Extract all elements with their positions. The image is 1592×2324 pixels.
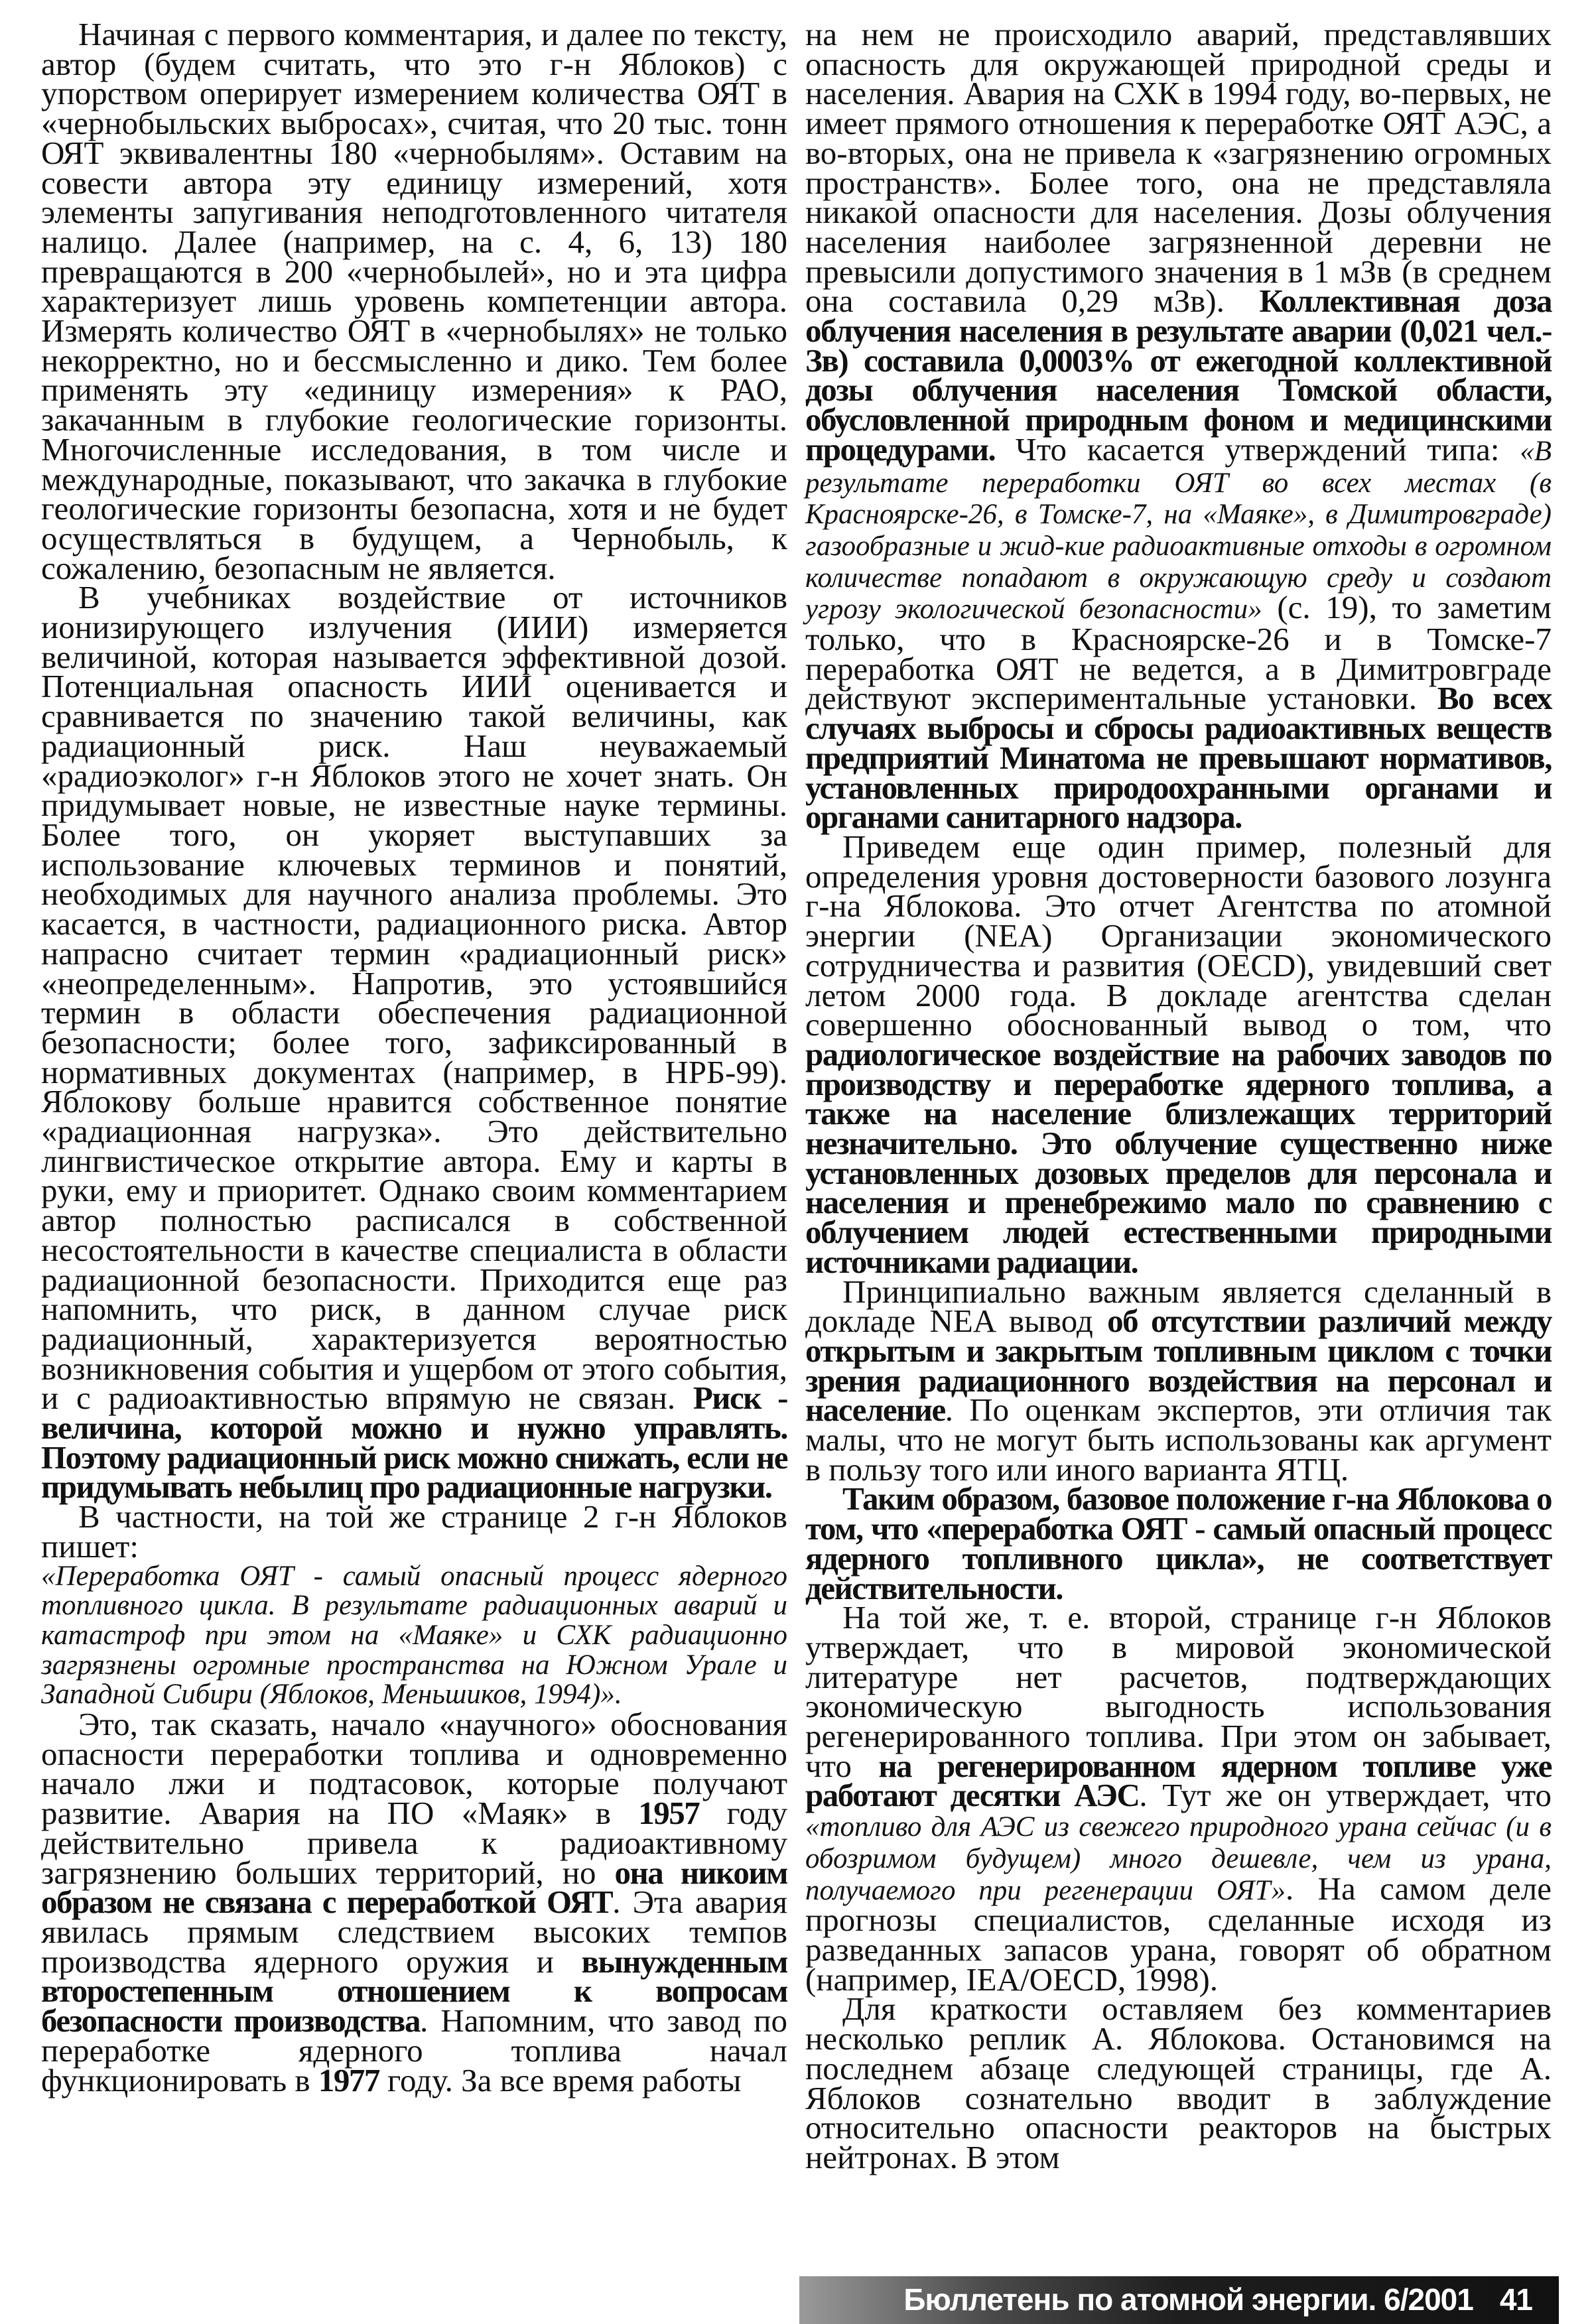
- italic-quote-text: «В результате переработки ОЯТ во всех местах (в Красноярске-26, в Томске-7, на «Маяке», в Димитровграде) газообразные и жид-кие радиоактивные отходы в огромном количестве попадают в окружающую среду и создают угрозу экологической безопасности»: [805, 435, 1552, 625]
- footer-text: [903, 2282, 1532, 2317]
- paragraph: [805, 1480, 1552, 1606]
- body-text: . Напомним, что завод по переработке ядерного топлива начал функционировать в: [41, 2002, 787, 2098]
- body-text: Приведем еще один пример, полезный для определения уровня достоверности базового лозунга г-на Яблокова. Это отчет Агентства по атомной энергии (NEA) Организации экономического сотрудничества и развития (OECD), увидевший свет летом 2000 года. В докладе агентства сделан совершенно обоснованный вывод о том, что: [805, 828, 1552, 1043]
- paragraph: [805, 828, 1552, 1280]
- paragraph: [41, 16, 787, 586]
- paragraph: [805, 1599, 1552, 1998]
- body-text: Принципиально важным является сделанный в докладе NEA вывод: [805, 1273, 1552, 1340]
- italic-quote-text: «Переработка ОЯТ - самый опасный процесс ядерного топливного цикла. В результате радиационных аварий и катастроф при этом на «Маяке» и СХК радиационно загрязнены огромные пространства на Южном Урале и Западной Сибири (Яблоков, Меньшиков, 1994)».: [41, 1560, 787, 1711]
- paragraph: [805, 1273, 1552, 1488]
- body-text: В учебниках воздействие от источников ионизирующего излучения (ИИИ) измеряется величиной, которая называется эффективной дозой. Потенциальная опасность ИИИ оценивается и сравнивается по значению такой величины, как радиационный риск. Наш неуважаемый «радиоэколог» г-н Яблоков этого не хочет знать. Он придумывает новые, не известные науке термины. Более того, он укоряет выступавших за использование ключевых терминов и понятий, необходимых для научного анализа проблемы. Это касается, в частности, радиационного риска. Автор напрасно считает термин «радиационный риск» «неопределенным». Напротив, это устоявшийся термин в области обеспечения радиационной безопасности; более того, зафиксированный в нормативных документах (например, в НРБ-99). Яблокову больше нравится собственное понятие «радиационная нагрузка». Это действительно лингвистическое открытие автора. Ему и карты в руки, ему и приоритет. Однако своим комментарием автор полностью расписался в собственной несостоятельности в качестве специалиста в области радиационной безопасности. Приходится еще раз напомнить, что риск, в данном случае риск радиационный, характеризуется вероятностью возникновения события и ущербом от этого события, и с радиоактивностью впрямую не связан.: [41, 579, 787, 1417]
- paragraph: [41, 579, 787, 1506]
- page-number: 41: [1499, 2282, 1532, 2317]
- body-text: году действительно привела к радиоактивному загрязнению больших территорий, но: [41, 1795, 787, 1891]
- journal-title: Бюллетень по атомной энергии. 6/2001: [903, 2282, 1473, 2317]
- paragraph: [41, 1706, 787, 2098]
- right-column: [805, 16, 1552, 2175]
- body-text: Начиная с первого комментария, и далее по тексту, автор (будем считать, что это г-н Яблоков) с упорством оперирует измерением количества ОЯТ в «чернобыльских выбросах», считая, что 20 тыс. тонн ОЯТ эквивалентны 180 «чернобылям». Оставим на совести автора эту единицу измерений, хотя элементы запугивания неподготовленного читателя налицо. Далее (например, на с. 4, 6, 13) 180 превращаются в 200 «чернобылей», но и эта цифра характеризует лишь уровень компетенции автора. Измерять количество ОЯТ в «чернобылях» не только некорректно, но и бессмысленно и дико. Тем более применять эту «единицу измерения» к РАО, закачанным в глубокие геологические горизонты. Многочисленные исследования, в том числе и международные, показывают, что закачка в глубокие геологические горизонты безопасна, хотя и не будет осуществляться в будущем, а Чернобыль, к сожалению, безопасным не является.: [41, 16, 787, 586]
- bold-text: 1977: [318, 2061, 379, 2098]
- body-text: . Тут же он утверждает, что: [1139, 1777, 1552, 1814]
- italic-quote-text: «топливо для АЭС из свежего природного урана сейчас (и в обозримом будущем) много дешевле, чем из урана, получаемого при регенерации ОЯТ»: [805, 1811, 1552, 1906]
- body-text: В частности, на той же странице 2 г-н Яблоков пишет:: [41, 1498, 787, 1565]
- body-text: На той же, т. е. второй, странице г-н Яблоков утверждает, что в мировой экономической литературе нет расчетов, подтверждающих экономическую выгодность использования регенерированного топлива. При этом он забывает, что: [805, 1599, 1552, 1784]
- paragraph: [805, 16, 1552, 836]
- bold-text: вынужденным второстепенным отношением к вопросам безопасности производства: [41, 1943, 787, 2039]
- bold-text: Коллективная доза облучения населения в результате аварии (0,021 чел.-Зв) составила 0,0003% от ежегодной коллективной дозы облучения населения Томской области, обусловленной природным фоном и медицинскими процедурами.: [805, 283, 1552, 468]
- body-text: Это, так сказать, начало «научного» обоснования опасности переработки топлива и одновременно начало лжи и подтасовок, которые получают развитие. Авария на ПО «Маяк» в: [41, 1706, 787, 1832]
- bold-text: об отсутствии различий между открытым и закрытым топливным циклом с точки зрения радиационного воздействия на персонал и население: [805, 1303, 1552, 1429]
- left-column: [41, 16, 787, 2098]
- bold-text: радиологическое воздействие на рабочих заводов по производству и переработке ядерного топлива, а также на население близлежащих территорий незначительно. Это облучение существенно ниже установленных дозовых пределов для персонала и населения и пренебрежимо мало по сравнению с облучением людей естественными природными источниками радиации.: [805, 1035, 1552, 1280]
- body-text: Что касается утверждений типа:: [995, 430, 1520, 468]
- body-text: году. За все время работы: [379, 2061, 742, 2098]
- page-footer: [799, 2276, 1559, 2324]
- bold-text: 1957: [638, 1795, 700, 1832]
- bold-text: Таким образом, базовое положение г-на Яблокова о том, что «переработка ОЯТ - самый опасный процесс ядерного топливного цикла», не соответствует действительности.: [805, 1480, 1552, 1606]
- body-text: (с. 19), то заметим только, что в Красноярске-26 и в Томске-7 переработка ОЯТ не ведется, а в Димитровграде действуют экспериментальные установки.: [805, 589, 1552, 717]
- bold-text: Во всех случаях выбросы и сбросы радиоактивных веществ предприятий Минатома не превышают нормативов, установленных природоохранными органами и органами санитарного надзора.: [805, 680, 1552, 836]
- body-text: . На самом деле прогнозы специалистов, сделанные исходя из разведанных запасов урана, говорят об обратном (например, IEA/OECD, 1998).: [805, 1870, 1552, 1998]
- bold-text: Риск - величина, которой можно и нужно управлять. Поэтому радиационный риск можно снижать, если не придумывать небылиц про радиационные нагрузки.: [41, 1380, 787, 1506]
- body-text: Для краткости оставляем без комментариев несколько реплик А. Яблокова. Остановимся на последнем абзаце следующей страницы, где А. Яблоков сознательно вводит в заблуждение относительно опасности реакторов на быстрых нейтронах. В этом: [805, 1990, 1552, 2175]
- bold-text: она никоим образом не связана с переработкой ОЯТ: [41, 1854, 787, 1921]
- quotation: [41, 1562, 787, 1711]
- body-text: . Эта авария явилась прямым следствием высоких темпов производства ядерного оружия и: [41, 1884, 787, 1980]
- paragraph: [805, 1990, 1552, 2175]
- body-text: . По оценкам экспертов, эти отличия так малы, что не могут быть использованы как аргумент в пользу того или иного варианта ЯТЦ.: [805, 1391, 1552, 1488]
- body-text: на нем не происходило аварий, представлявших опасность для окружающей природной среды и населения. Авария на СХК в 1994 году, во-первых, не имеет прямого отношения к переработке ОЯТ АЭС, а во-вторых, она не привела к «загрязнению огромных пространств». Более того, она не представляла никакой опасности для населения. Дозы облучения населения наиболее загрязненной деревни не превысили допустимого значения в 1 мЗв (в среднем она составила 0,29 мЗв).: [805, 16, 1552, 320]
- paragraph: [41, 1498, 787, 1565]
- bold-text: на регенерированном ядерном топливе уже работают десятки АЭС: [805, 1747, 1552, 1814]
